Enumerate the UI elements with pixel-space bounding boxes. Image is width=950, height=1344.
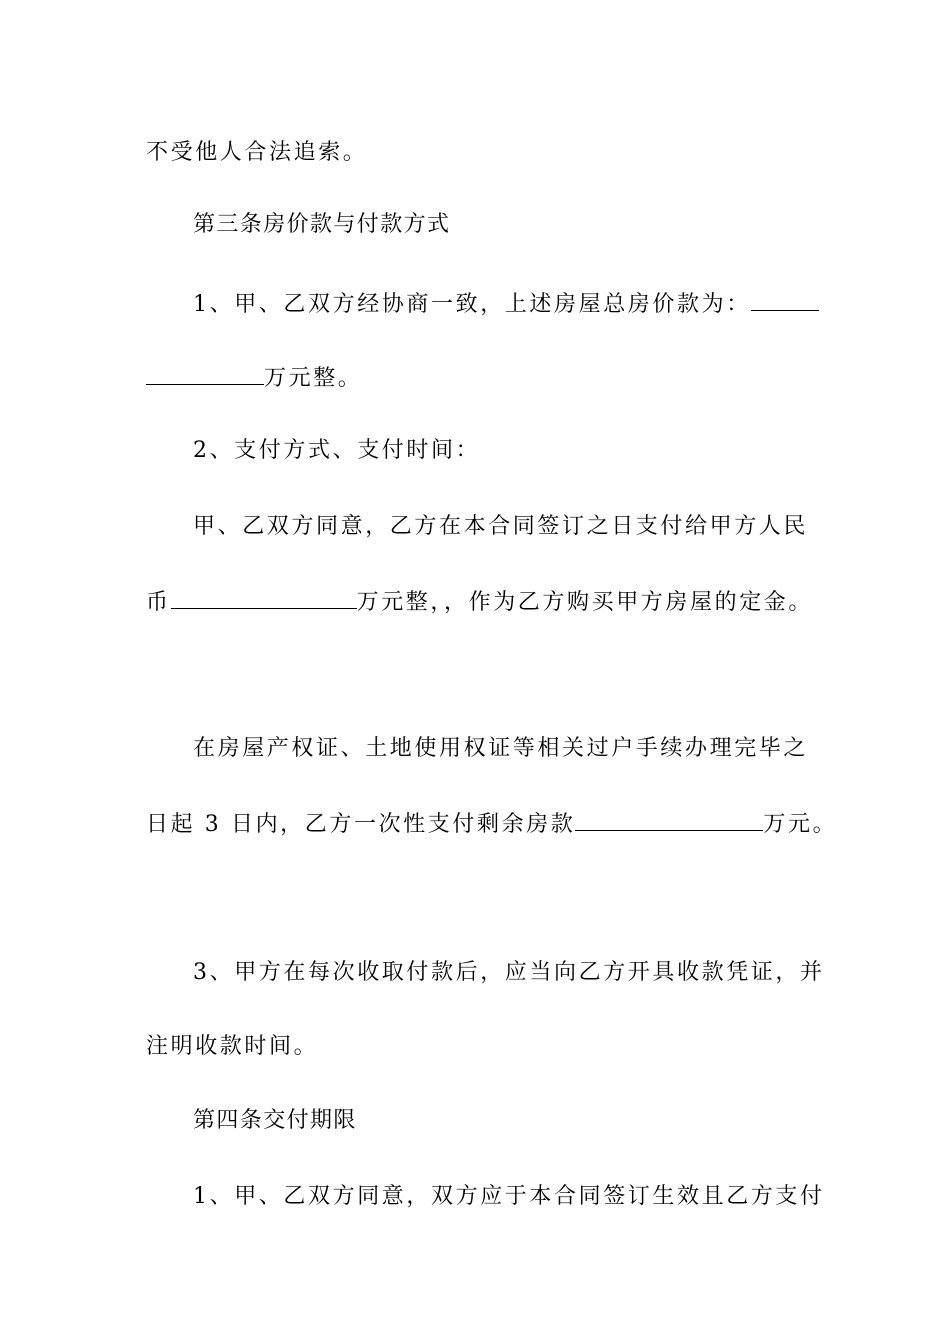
paragraph-line <box>146 364 362 394</box>
section-heading <box>193 210 450 240</box>
fill-in-blank[interactable] <box>751 290 819 311</box>
paragraph-line <box>193 436 480 466</box>
paragraph-line <box>146 810 837 840</box>
text: 在房屋产权证、土地使用权证等相关过户手续办理完毕之 <box>193 736 809 761</box>
text: 币 <box>146 590 171 615</box>
text: 3、甲方在每次收取付款后，应当向乙方开具收款凭证，并 <box>193 960 825 985</box>
heading-text: 第三条房价款与付款方式 <box>193 212 451 237</box>
text: 1、甲、乙双方经协商一致，上述房屋总房价款为： <box>193 292 751 317</box>
paragraph-line <box>193 1182 825 1212</box>
text: 不受他人合法追索。 <box>146 140 368 165</box>
paragraph-line <box>146 588 813 618</box>
paragraph-line <box>193 958 825 988</box>
text: 1、甲、乙双方同意，双方应于本合同签订生效且乙方支付 <box>193 1184 825 1209</box>
text: 注明收款时间。 <box>146 1034 319 1059</box>
fill-in-blank[interactable] <box>575 810 763 831</box>
paragraph-line <box>146 138 367 168</box>
section-heading <box>193 1106 357 1136</box>
text: 甲、乙双方同意，乙方在本合同签订之日支付给甲方人民 <box>193 514 809 539</box>
text: 万元。 <box>763 812 838 837</box>
paragraph-line <box>193 290 819 320</box>
text: 日起 3 日内，乙方一次性支付剩余房款 <box>146 812 576 837</box>
text: 万元整。 <box>264 366 363 391</box>
fill-in-blank[interactable] <box>146 364 264 385</box>
heading-text: 第四条交付期限 <box>193 1108 357 1133</box>
paragraph-line <box>193 734 808 764</box>
text: 万元整，，作为乙方购买甲方房屋的定金。 <box>356 590 814 615</box>
paragraph-line <box>193 512 808 542</box>
text: 2、支付方式、支付时间： <box>193 438 481 463</box>
fill-in-blank[interactable] <box>171 588 357 609</box>
paragraph-line <box>146 1032 318 1062</box>
